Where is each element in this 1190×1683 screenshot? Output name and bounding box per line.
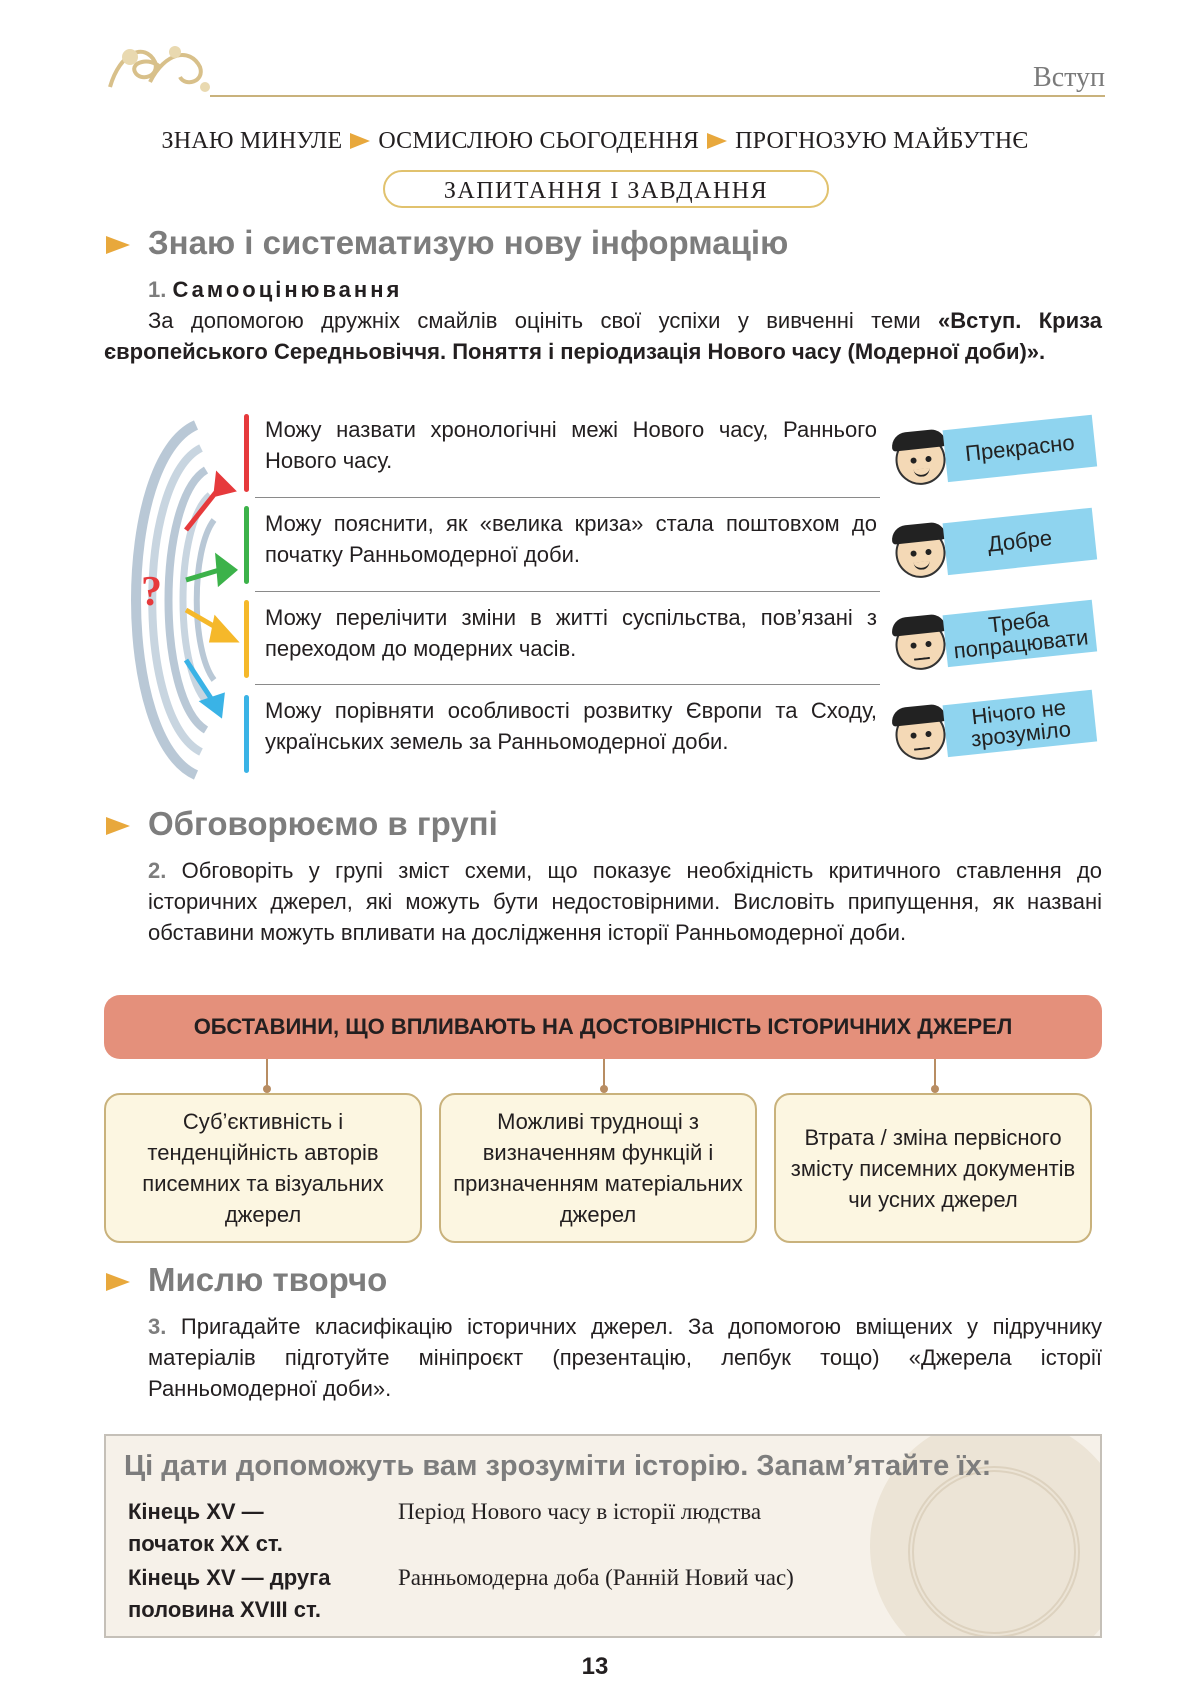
- running-header: Вступ: [1033, 62, 1105, 93]
- date-line: Кінець XV —: [128, 1499, 264, 1524]
- section-arrow-icon: [106, 1273, 130, 1291]
- rating-label: Прекрасно: [943, 415, 1098, 482]
- rating-label: Добре: [943, 508, 1098, 575]
- clock-dial: [908, 1466, 1080, 1638]
- task-number: 1.: [148, 277, 167, 302]
- task-number: 3.: [148, 1314, 167, 1339]
- questions-label: ЗАПИТАННЯ І ЗАВДАННЯ: [383, 170, 829, 208]
- slogan-part: ПРОГНОЗУЮ МАЙБУТНЄ: [735, 128, 1029, 154]
- date-line: Кінець XV — друга: [128, 1565, 331, 1590]
- scheme-box: Суб’єктивність і тенденційність авторів писемних та візуальних джерел: [104, 1093, 422, 1243]
- self-check-item: Можу назвати хронологічні межі Нового часу, Раннього Нового часу.: [265, 417, 877, 473]
- date-description: Період Нового часу в історії людства: [398, 1499, 762, 1524]
- task-body: Пригадайте класифікацію історичних джерел. За допомогою вміщених у підручнику матеріалів підготуйте мініпроєкт (презентацію, лепбук тощо) «Джерела історії Ранньомодерної доби».: [148, 1314, 1102, 1401]
- smiley-icon: [893, 432, 948, 487]
- rating-good: [893, 508, 1097, 581]
- rating-excellent: [893, 415, 1097, 488]
- color-bar-yellow: [244, 600, 249, 678]
- rating-label: Треба попрацювати: [943, 600, 1098, 667]
- floral-ornament-icon: [100, 32, 220, 102]
- smiley-icon: [893, 707, 948, 762]
- connector-dot: [600, 1085, 608, 1093]
- connector-dot: [263, 1085, 271, 1093]
- dates-title: Ці дати допоможуть вам зрозуміти історію. Запам’ятайте їх:: [124, 1450, 992, 1482]
- section-arrow-icon: [106, 817, 130, 835]
- slogan-part: ОСМИСЛЮЮ СЬОГОДЕННЯ: [378, 128, 700, 154]
- rating-needs-work: [893, 600, 1097, 673]
- section-title: Знаю і систематизую нову інформацію: [148, 224, 789, 261]
- task-intro: [104, 305, 1102, 367]
- self-check-item: Можу пояснити, як «велика криза» стала поштовхом до початку Ранньомодерної доби.: [265, 511, 877, 567]
- slogan-part: ЗНАЮ МИНУЛЕ: [161, 128, 343, 154]
- scheme-box: Можливі труднощі з визначенням функцій і призначенням матеріальних джерел: [439, 1093, 757, 1243]
- question-mark: ?: [141, 569, 162, 615]
- arrow-icon: [186, 558, 234, 582]
- smiley-icon: [893, 617, 948, 672]
- scheme-box: Втрата / зміна первісного змісту писемних документів чи усних джерел: [774, 1093, 1092, 1243]
- self-check-item: Можу порівняти особливості розвитку Європи та Сходу, українських земель за Ранньомодерної доби.: [265, 698, 877, 754]
- task-heading: [148, 274, 402, 305]
- date-line: половина XVIII ст.: [128, 1597, 321, 1622]
- page-number: 13: [581, 1653, 609, 1680]
- color-bar-red: [244, 414, 249, 492]
- arrow-icon: [707, 133, 727, 149]
- rating-label: Нічого не зрозуміло: [943, 690, 1098, 757]
- key-dates-box: [104, 1434, 1102, 1638]
- intro-text: За допомогою дружніх смайлів оцініть свої успіхи у вивченні теми: [148, 308, 921, 333]
- topic-text: «Вступ. Криза європейського Середньовіччя. Поняття і періодизація Нового часу (Модерної доби)».: [104, 308, 1102, 364]
- color-bar-green: [244, 506, 249, 584]
- rating-not-understood: [893, 690, 1097, 763]
- connector-dot: [931, 1085, 939, 1093]
- divider: [255, 684, 880, 685]
- divider: [255, 591, 880, 592]
- task-text: [148, 855, 1102, 948]
- task-body: Обговоріть у групі зміст схеми, що показує необхідність критичного ставлення до історичних джерел, які можуть бути недостовірними. Висловіть припущення, як названі обставини можуть впливати на дослідження історії Ранньомодерної доби.: [148, 858, 1102, 945]
- task-intro-text: [104, 305, 1102, 367]
- color-bar-blue: [244, 695, 249, 773]
- date-description: Ранньомодерна доба (Ранній Новий час): [398, 1565, 794, 1590]
- section-arrow-icon: [106, 236, 130, 254]
- arrow-icon: [186, 660, 222, 714]
- self-check-item: Можу перелічити зміни в житті суспільства, пов’язані з переходом до модерних часів.: [265, 605, 877, 661]
- slogan: [0, 128, 1190, 155]
- section-title: Обговорюємо в групі: [148, 805, 498, 842]
- divider: [255, 497, 880, 498]
- smiley-icon: [893, 525, 948, 580]
- task-number: 2.: [148, 858, 167, 883]
- date-line: початок XX ст.: [128, 1531, 283, 1556]
- date-term: [128, 1562, 331, 1626]
- task-title: Самооцінювання: [172, 277, 403, 302]
- date-term: [128, 1496, 283, 1560]
- target-illustration: [106, 420, 266, 780]
- section-title: Мислю творчо: [148, 1261, 388, 1298]
- header-rule: [210, 95, 1105, 97]
- arrow-icon: [350, 133, 370, 149]
- arrow-icon: [186, 610, 234, 640]
- task-text: [148, 1311, 1102, 1404]
- scheme-title: ОБСТАВИНИ, ЩО ВПЛИВАЮТЬ НА ДОСТОВІРНІСТЬ ІСТОРИЧНИХ ДЖЕРЕЛ: [104, 995, 1102, 1059]
